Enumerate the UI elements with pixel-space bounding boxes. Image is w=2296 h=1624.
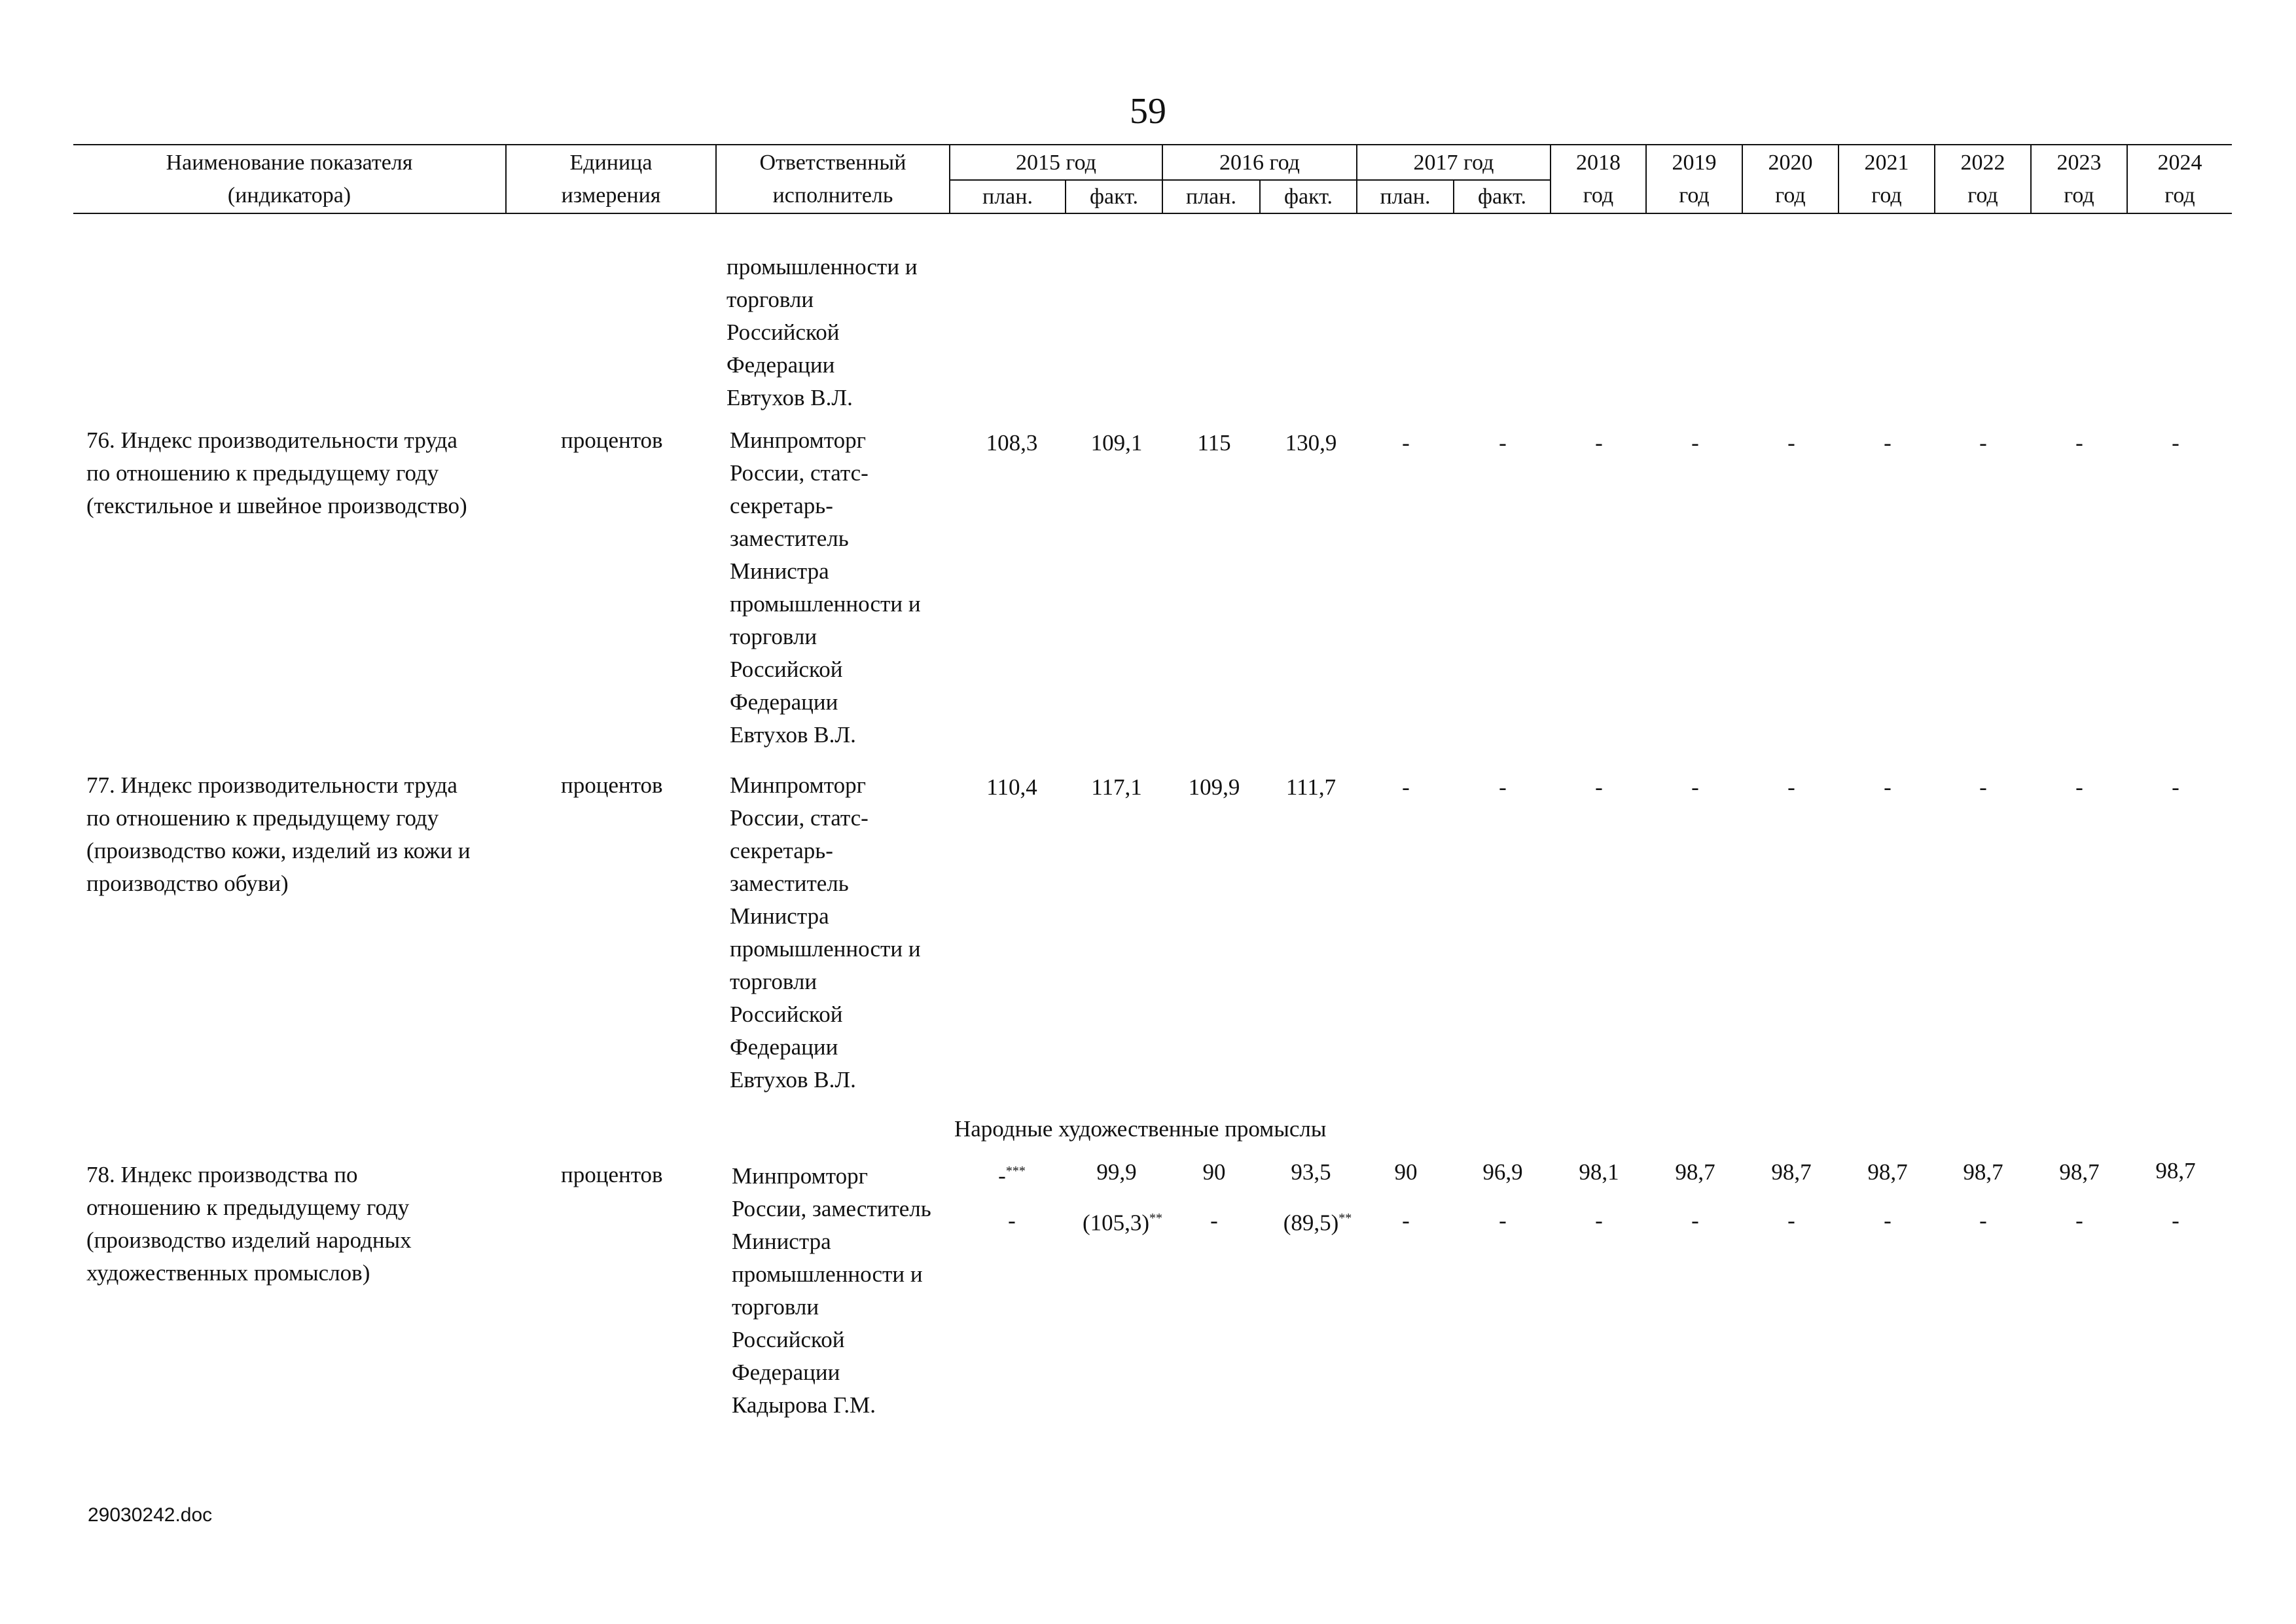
- header-plan: план.: [1380, 185, 1431, 209]
- row-76-name: 76. Индекс производительности труда по отношению к предыдущему году (текстильное и швейное производство): [86, 427, 467, 518]
- value-cell: (105,3)**: [1082, 1210, 1163, 1236]
- value-cell: 111,7: [1285, 774, 1336, 800]
- header-year-2018: 2018 год: [1576, 151, 1621, 208]
- row-77-responsible: Минпромторг России, статс- секретарь- заместитель Министра промышленности и торговли Российской Федерации Евтухов В.Л.: [730, 772, 921, 1092]
- value-cell: -: [1402, 774, 1410, 800]
- value-cell: -: [1884, 1208, 1892, 1233]
- value-cell: -: [1595, 430, 1603, 456]
- header-year-2022: 2022 год: [1960, 151, 2005, 208]
- value-cell: -: [2172, 430, 2179, 456]
- value-cell: 108,3: [986, 430, 1038, 456]
- header-year-2017: 2017 год: [1413, 151, 1494, 175]
- value-cell: -: [1402, 430, 1410, 456]
- value-cell: 96,9: [1482, 1159, 1523, 1185]
- value-cell: -: [2172, 1208, 2179, 1233]
- value-cell: -: [1595, 1208, 1603, 1233]
- value-cell: -: [1691, 1208, 1699, 1233]
- value-cell: 98,1: [1579, 1159, 1619, 1185]
- value-cell: 98,7: [1771, 1159, 1812, 1185]
- value-cell: 98,7: [1867, 1159, 1908, 1185]
- header-fact: факт.: [1284, 185, 1333, 209]
- header-plan: план.: [1186, 185, 1236, 209]
- row-78-name: 78. Индекс производства по отношению к предыдущему году (производство изделий народных художественных промыслов): [86, 1162, 412, 1286]
- header-year-2024: 2024 год: [2157, 151, 2202, 208]
- header-plan: план.: [982, 185, 1033, 209]
- continuation-responsible: промышленности и торговли Российской Федерации Евтухов В.Л.: [726, 254, 918, 410]
- value-cell: 130,9: [1285, 430, 1337, 456]
- value-cell: -: [1787, 774, 1795, 800]
- value-cell: 115: [1197, 430, 1231, 456]
- header-year-2021: 2021 год: [1864, 151, 1909, 208]
- header-unit: Единица измерения: [561, 151, 661, 208]
- section-title: Народные художественные промыслы: [954, 1116, 1327, 1142]
- value-cell: 117,1: [1091, 774, 1142, 800]
- value-cell: 93,5: [1291, 1159, 1331, 1185]
- value-cell: -: [1499, 774, 1507, 800]
- header-year-2016: 2016 год: [1219, 151, 1300, 175]
- value-cell: -: [1884, 430, 1892, 456]
- header-fact: факт.: [1478, 185, 1526, 209]
- row-78-unit: процентов: [561, 1162, 663, 1187]
- value-cell: 99,9: [1096, 1159, 1137, 1185]
- value-cell: -: [1499, 430, 1507, 456]
- header-top-rule: [73, 144, 2232, 145]
- value-cell: 109,1: [1090, 430, 1143, 456]
- value-cell: -***: [998, 1163, 1026, 1189]
- value-cell: -: [1402, 1208, 1410, 1233]
- header-year-2020: 2020 год: [1768, 151, 1813, 208]
- value-cell: -: [2075, 430, 2083, 456]
- value-cell: 109,9: [1188, 774, 1240, 800]
- value-cell: (89,5)**: [1283, 1210, 1352, 1236]
- row-77-unit: процентов: [561, 772, 663, 798]
- value-cell: -: [1691, 774, 1699, 800]
- value-cell: -: [1979, 1208, 1987, 1233]
- value-cell: -: [1979, 430, 1987, 456]
- value-cell: 98,7: [1675, 1159, 1715, 1185]
- row-78-responsible: Минпромторг России, заместитель Министра промышленности и торговли Российской Федерации Кадырова Г.М.: [732, 1163, 931, 1418]
- value-cell: -: [1008, 1208, 1016, 1233]
- value-cell: -: [1691, 430, 1699, 456]
- value-cell: -: [1595, 774, 1603, 800]
- header-responsible: Ответственный исполнитель: [759, 151, 906, 208]
- value-cell: -: [1979, 774, 1987, 800]
- value-cell: 90: [1202, 1159, 1226, 1185]
- value-cell: -: [1210, 1208, 1218, 1233]
- row-77-name: 77. Индекс производительности труда по отношению к предыдущему году (производство кожи, изделий из кожи и производство обуви): [86, 772, 471, 896]
- page-number: 59: [1130, 91, 1166, 132]
- value-cell: -: [2172, 774, 2179, 800]
- header-indicator: Наименование показателя (индикатора): [166, 151, 413, 208]
- row-76-unit: процентов: [561, 427, 663, 453]
- value-cell: 98,7: [2059, 1159, 2100, 1185]
- value-cell: -: [1499, 1208, 1507, 1233]
- header-fact: факт.: [1090, 185, 1138, 209]
- row-76-responsible: Минпромторг России, статс- секретарь- заместитель Министра промышленности и торговли Российской Федерации Евтухов В.Л.: [730, 427, 921, 748]
- value-cell: 98,7: [2155, 1158, 2196, 1183]
- value-cell: 90: [1394, 1159, 1418, 1185]
- header-year-2015: 2015 год: [1016, 151, 1096, 175]
- footer-filename: 29030242.doc: [88, 1504, 213, 1526]
- header-year-2019: 2019 год: [1672, 151, 1717, 208]
- value-cell: -: [1787, 430, 1795, 456]
- value-cell: -: [2075, 774, 2083, 800]
- header-year-2023: 2023 год: [2056, 151, 2102, 208]
- value-cell: 110,4: [986, 774, 1037, 800]
- value-cell: -: [1787, 1208, 1795, 1233]
- value-cell: -: [2075, 1208, 2083, 1233]
- value-cell: 98,7: [1963, 1159, 2003, 1185]
- value-cell: -: [1884, 774, 1892, 800]
